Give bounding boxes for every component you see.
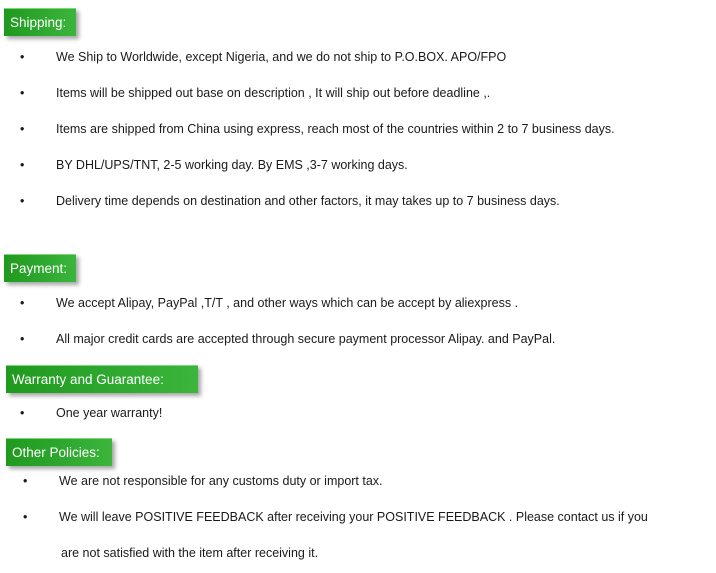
shipping-item-2: Items will be shipped out base on description , It will ship out before deadline ,. [56,86,491,100]
other-item-1: We are not responsible for any customs duty or import tax. [59,474,383,488]
other-item-2-continuation: are not satisfied with the item after receiving it. [61,546,319,560]
shipping-item-3: Items are shipped from China using express, reach most of the countries within 2 to 7 business days. [56,122,615,136]
bullet-icon: • [20,332,25,346]
payment-item-2: All major credit cards are accepted through secure payment processor Alipay. and PayPal. [56,332,556,346]
bullet-icon: • [20,122,25,136]
bullet-icon: • [23,510,28,524]
other-item-2: We will leave POSITIVE FEEDBACK after receiving your POSITIVE FEEDBACK . Please contact us if you [59,510,648,524]
payment-header: Payment: [4,254,76,282]
bullet-icon: • [20,406,25,420]
shipping-item-4: BY DHL/UPS/TNT, 2-5 working day. By EMS ,3-7 working days. [56,158,408,172]
shipping-header: Shipping: [4,8,76,36]
shipping-item-5: Delivery time depends on destination and other factors, it may takes up to 7 business days. [56,194,560,208]
other-policies-header: Other Policies: [6,438,112,466]
shipping-item-1: We Ship to Worldwide, except Nigeria, and we do not ship to P.O.BOX. APO/FPO [56,50,507,64]
warranty-item-1: One year warranty! [56,406,163,420]
bullet-icon: • [20,86,25,100]
bullet-icon: • [20,158,25,172]
warranty-header: Warranty and Guarantee: [6,365,198,393]
bullet-icon: • [20,194,25,208]
bullet-icon: • [23,474,28,488]
bullet-icon: • [20,50,25,64]
bullet-icon: • [20,296,25,310]
payment-item-1: We accept Alipay, PayPal ,T/T , and other ways which can be accept by aliexpress . [56,296,519,310]
